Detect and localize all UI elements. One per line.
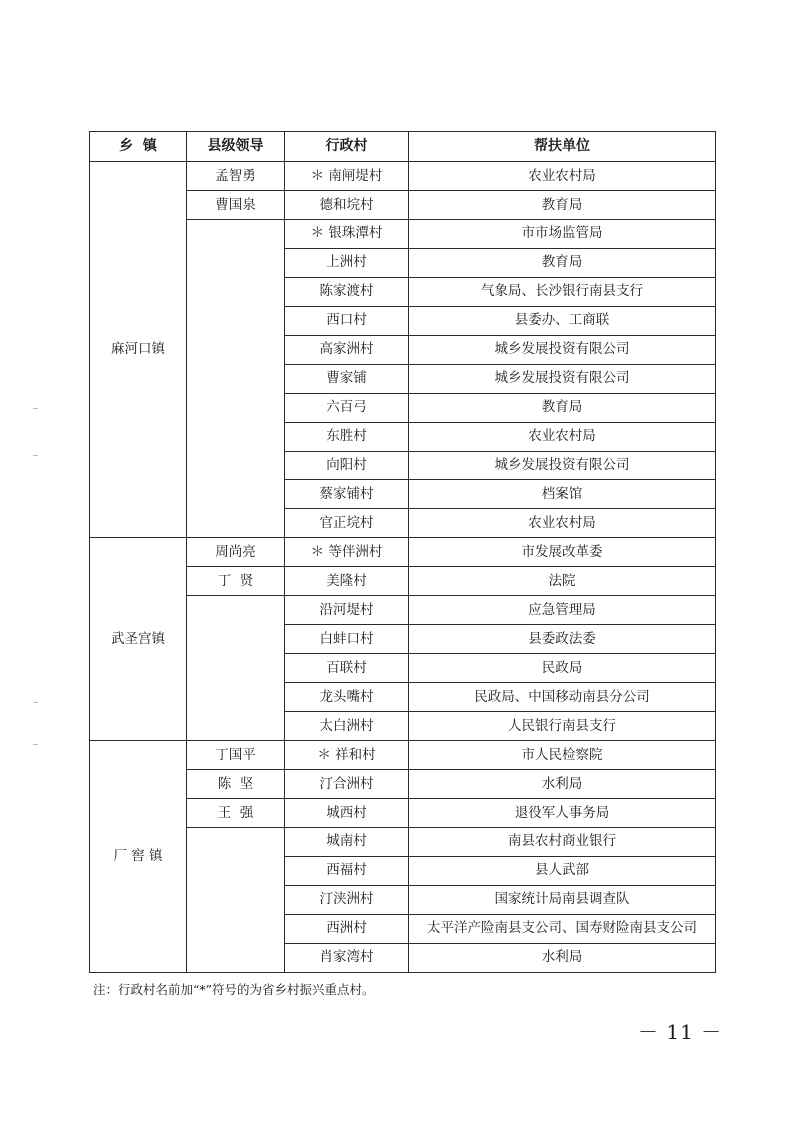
scan-mark xyxy=(33,744,38,745)
aid-unit-cell: 教育局 xyxy=(409,393,716,422)
aid-unit-cell: 县委办、工商联 xyxy=(409,306,716,335)
leader-cell: 陈 坚 xyxy=(187,770,285,799)
header-aid-unit: 帮扶单位 xyxy=(409,132,716,162)
aid-unit-cell: 县人武部 xyxy=(409,856,716,885)
aid-unit-cell: 退役军人事务局 xyxy=(409,798,716,827)
village-cell: 城南村 xyxy=(285,827,409,856)
leader-cell: 周尚亮 xyxy=(187,538,285,567)
scan-mark xyxy=(33,455,38,456)
aid-unit-cell: 水利局 xyxy=(409,770,716,799)
village-cell: 西洲村 xyxy=(285,914,409,943)
aid-unit-cell: 南县农村商业银行 xyxy=(409,827,716,856)
village-cell: 百联村 xyxy=(285,654,409,683)
village-cell: ＊ 祥和村 xyxy=(285,741,409,770)
town-cell: 厂 窖 镇 xyxy=(90,741,187,973)
aid-unit-cell: 农业农村局 xyxy=(409,422,716,451)
aid-unit-cell: 民政局、中国移动南县分公司 xyxy=(409,683,716,712)
page-number: － 11 － xyxy=(638,1020,723,1044)
village-cell: 六百弓 xyxy=(285,393,409,422)
village-cell: 白蚌口村 xyxy=(285,625,409,654)
leader-cell xyxy=(187,596,285,741)
aid-unit-cell: 人民银行南县支行 xyxy=(409,712,716,741)
aid-unit-cell: 县委政法委 xyxy=(409,625,716,654)
header-village: 行政村 xyxy=(285,132,409,162)
village-cell: 西口村 xyxy=(285,306,409,335)
scan-mark xyxy=(33,408,38,409)
table-row xyxy=(90,538,716,567)
village-cell: 城西村 xyxy=(285,798,409,827)
aid-assignment-table xyxy=(89,131,716,973)
village-cell: 德和垸村 xyxy=(285,190,409,219)
aid-unit-cell: 民政局 xyxy=(409,654,716,683)
table-row xyxy=(90,741,716,770)
village-cell: 西福村 xyxy=(285,856,409,885)
aid-unit-cell: 市人民检察院 xyxy=(409,741,716,770)
village-cell: ＊ 等伴洲村 xyxy=(285,538,409,567)
village-cell: ＊ 银珠潭村 xyxy=(285,219,409,248)
leader-cell: 丁 贤 xyxy=(187,567,285,596)
scan-mark xyxy=(33,702,38,703)
aid-unit-cell: 气象局、长沙银行南县支行 xyxy=(409,277,716,306)
table-body xyxy=(90,162,716,973)
village-cell: 美隆村 xyxy=(285,567,409,596)
leader-cell xyxy=(187,219,285,537)
village-cell: 沿河堤村 xyxy=(285,596,409,625)
town-cell: 麻河口镇 xyxy=(90,162,187,538)
aid-unit-cell: 农业农村局 xyxy=(409,162,716,191)
village-cell: 高家洲村 xyxy=(285,335,409,364)
aid-unit-cell: 教育局 xyxy=(409,190,716,219)
aid-unit-cell: 教育局 xyxy=(409,248,716,277)
village-cell: ＊ 南闸堤村 xyxy=(285,162,409,191)
village-cell: 陈家渡村 xyxy=(285,277,409,306)
town-cell: 武圣宫镇 xyxy=(90,538,187,741)
aid-unit-cell: 城乡发展投资有限公司 xyxy=(409,451,716,480)
village-cell: 官正垸村 xyxy=(285,509,409,538)
leader-cell: 王 强 xyxy=(187,798,285,827)
village-cell: 太白洲村 xyxy=(285,712,409,741)
aid-unit-cell: 档案馆 xyxy=(409,480,716,509)
aid-unit-cell: 市发展改革委 xyxy=(409,538,716,567)
table-row xyxy=(90,162,716,191)
aid-unit-cell: 水利局 xyxy=(409,943,716,972)
leader-cell: 丁国平 xyxy=(187,741,285,770)
header-county-leader: 县级领导 xyxy=(187,132,285,162)
aid-unit-cell: 市市场监管局 xyxy=(409,219,716,248)
village-cell: 向阳村 xyxy=(285,451,409,480)
leader-cell xyxy=(187,827,285,972)
header-town: 乡 镇 xyxy=(90,132,187,162)
village-cell: 曹家铺 xyxy=(285,364,409,393)
aid-unit-cell: 太平洋产险南县支公司、国寿财险南县支公司 xyxy=(409,914,716,943)
aid-unit-cell: 城乡发展投资有限公司 xyxy=(409,364,716,393)
village-cell: 汀合洲村 xyxy=(285,770,409,799)
aid-unit-cell: 农业农村局 xyxy=(409,509,716,538)
aid-unit-cell: 应急管理局 xyxy=(409,596,716,625)
village-cell: 肖家湾村 xyxy=(285,943,409,972)
aid-unit-cell: 城乡发展投资有限公司 xyxy=(409,335,716,364)
village-cell: 汀浃洲村 xyxy=(285,885,409,914)
footnote: 注：行政村名前加“*”符号的为省乡村振兴重点村。 xyxy=(93,982,375,997)
header-row xyxy=(90,132,716,162)
village-cell: 蔡家铺村 xyxy=(285,480,409,509)
village-cell: 东胜村 xyxy=(285,422,409,451)
village-cell: 龙头嘴村 xyxy=(285,683,409,712)
leader-cell: 孟智勇 xyxy=(187,162,285,191)
aid-unit-cell: 国家统计局南县调查队 xyxy=(409,885,716,914)
leader-cell: 曹国泉 xyxy=(187,190,285,219)
aid-unit-cell: 法院 xyxy=(409,567,716,596)
village-cell: 上洲村 xyxy=(285,248,409,277)
